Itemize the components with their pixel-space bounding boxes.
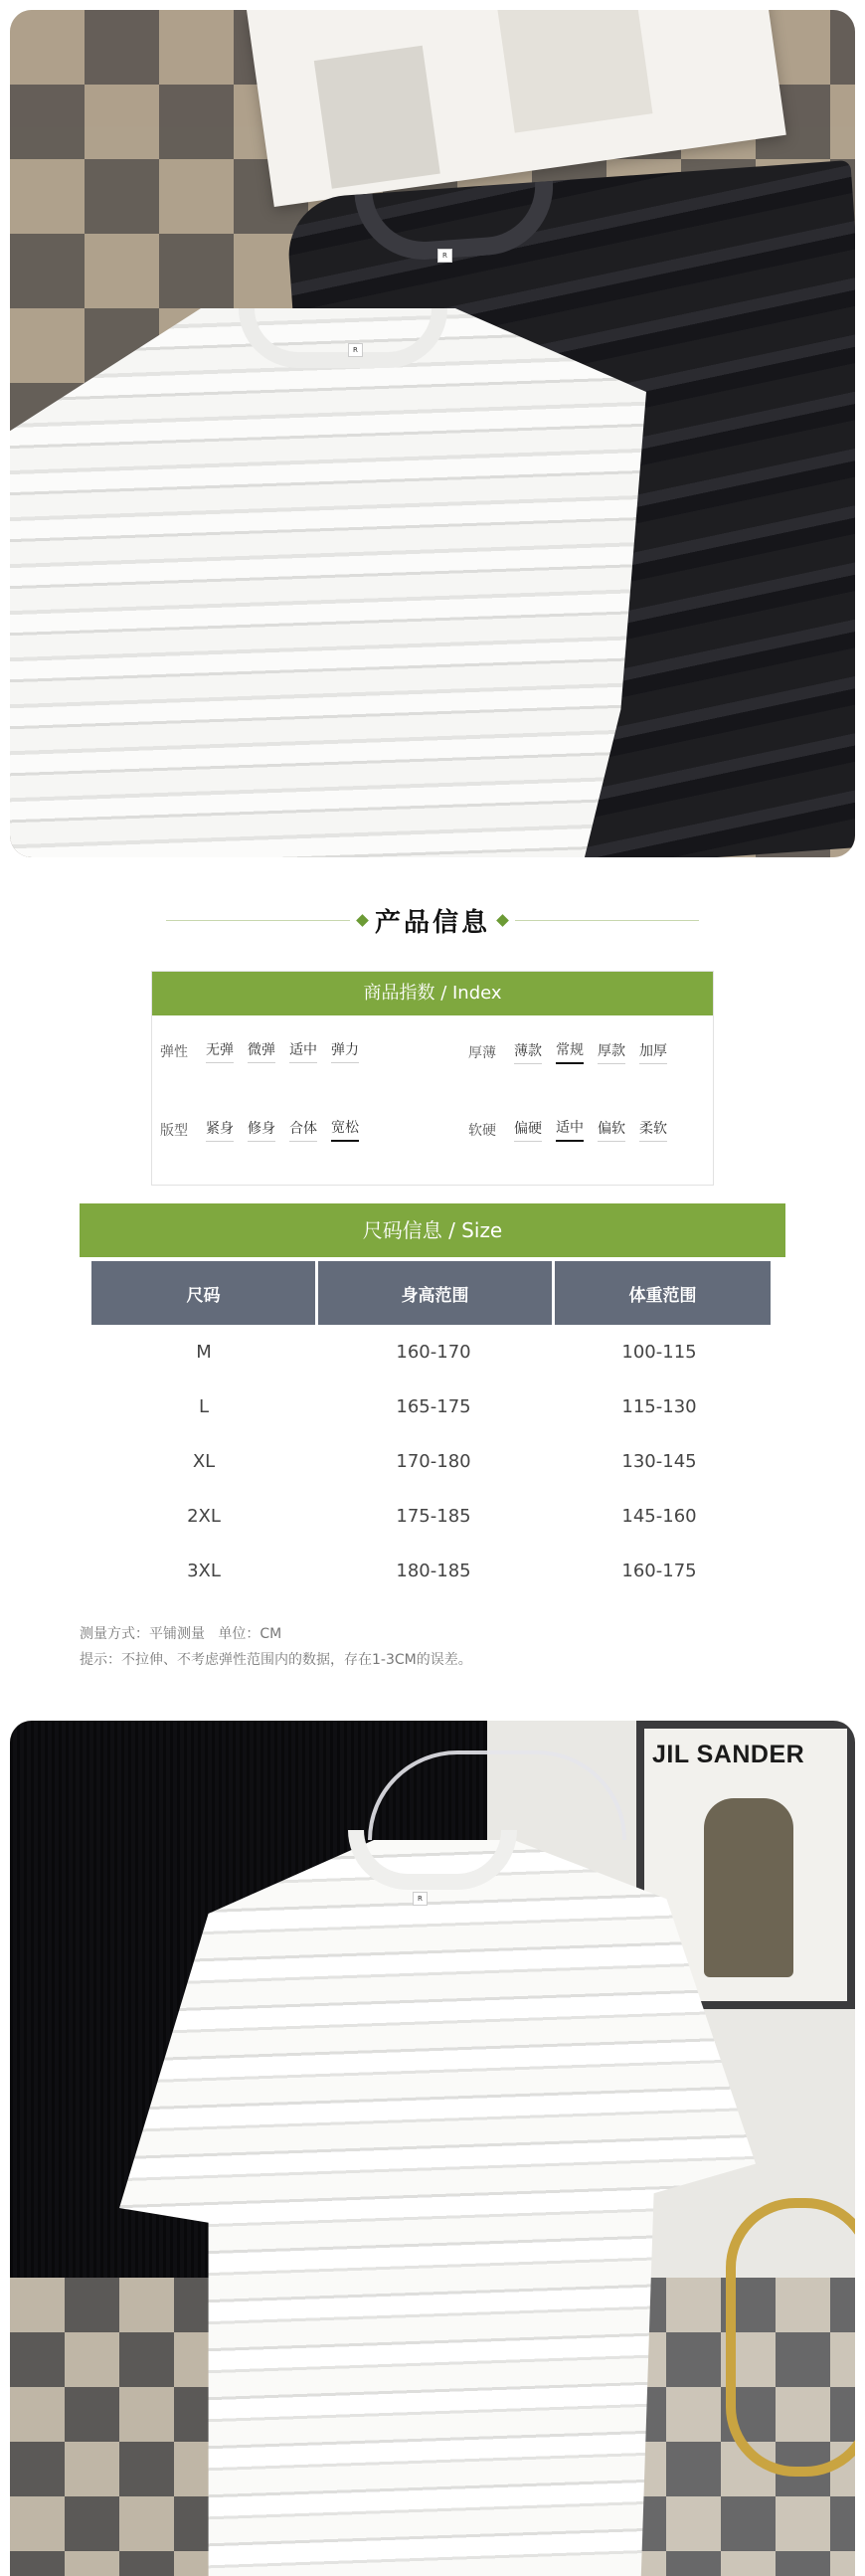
divider-line-left: [166, 920, 350, 921]
product-index-panel: [151, 971, 714, 1186]
attr-option-selected: 常规: [556, 1039, 584, 1064]
column-header-weight: 体重范围: [555, 1261, 771, 1325]
weight-cell: 145-160: [621, 1506, 697, 1527]
weight-cell: 100-115: [621, 1342, 697, 1363]
black-tshirt-collar: [354, 181, 557, 265]
poster-title: JIL SANDER: [652, 1741, 805, 1768]
size-cell: M: [196, 1342, 212, 1363]
attr-name: 厚薄: [468, 1044, 496, 1061]
attr-option: 无弹: [206, 1039, 234, 1063]
measurement-tip: 提示：不拉伸、不考虑弹性范围内的数据，存在1-3CM的误差。: [80, 1652, 472, 1668]
measurement-method: 测量方式：平铺测量 单位：CM: [80, 1626, 282, 1642]
attr-row-elasticity: [160, 1039, 373, 1063]
column-header-size: 尺码: [91, 1261, 315, 1325]
attr-option: 适中: [289, 1039, 317, 1063]
measurement-notes: [80, 1621, 472, 1673]
white-tshirt-collar: [239, 308, 447, 368]
attr-option: 紧身: [206, 1118, 234, 1142]
size-cell: 3XL: [187, 1561, 221, 1581]
height-cell: 160-170: [396, 1342, 471, 1363]
height-cell: 165-175: [396, 1396, 471, 1417]
white-tshirt-label: R: [348, 343, 363, 357]
size-cell: 2XL: [187, 1506, 221, 1527]
attr-option: 弹力: [331, 1039, 359, 1063]
attr-row-fit: [160, 1117, 373, 1142]
index-header: 商品指数 / Index: [152, 972, 713, 1015]
weight-cell: 130-145: [621, 1451, 697, 1472]
height-cell: 175-185: [396, 1506, 471, 1527]
attr-option: 加厚: [639, 1040, 667, 1064]
brass-stand: [726, 2198, 855, 2477]
height-cell: 170-180: [396, 1451, 471, 1472]
attr-option: 厚款: [598, 1040, 625, 1064]
magazine-photo-building: [314, 46, 440, 189]
section-title: 产品信息: [374, 907, 490, 938]
black-tshirt-label: R: [437, 249, 452, 263]
attr-name: 版型: [160, 1122, 188, 1139]
magazine-photo-model: [494, 10, 653, 133]
attr-name: 弹性: [160, 1044, 188, 1060]
size-cell: XL: [192, 1451, 216, 1472]
attr-option: 柔软: [639, 1118, 667, 1142]
attr-name: 软硬: [468, 1122, 496, 1139]
white-tshirt: [10, 308, 646, 857]
attr-option-selected: 宽松: [331, 1117, 359, 1142]
table-row: [91, 1325, 774, 1380]
size-header: 尺码信息 / Size: [80, 1203, 785, 1257]
size-table-header: [91, 1261, 774, 1325]
attr-option: 薄款: [514, 1040, 542, 1064]
size-info-panel: [80, 1203, 785, 1581]
diamond-icon: [356, 914, 369, 927]
weight-cell: 115-130: [621, 1396, 697, 1417]
attr-option: 修身: [248, 1118, 275, 1142]
table-row: [91, 1489, 774, 1544]
product-photo-top: [10, 10, 855, 857]
attr-option: 偏软: [598, 1118, 625, 1142]
attr-row-softness: [468, 1117, 681, 1142]
attr-option: 合体: [289, 1118, 317, 1142]
attr-option-selected: 适中: [556, 1117, 584, 1142]
table-row: [91, 1380, 774, 1434]
height-cell: 180-185: [396, 1561, 471, 1581]
weight-cell: 160-175: [621, 1561, 697, 1581]
size-table: [91, 1261, 774, 1598]
column-header-height: 身高范围: [318, 1261, 552, 1325]
divider-line-right: [515, 920, 699, 921]
diamond-icon: [496, 914, 509, 927]
poster-figure: [704, 1798, 793, 1977]
white-tshirt-label: R: [413, 1892, 428, 1906]
size-cell: L: [198, 1396, 210, 1417]
attr-option: 偏硬: [514, 1118, 542, 1142]
table-row: [91, 1544, 774, 1598]
section-header: [0, 900, 865, 940]
product-photo-bottom: [10, 1721, 855, 2576]
attr-row-thickness: [468, 1039, 681, 1064]
table-row: [91, 1434, 774, 1489]
attr-option: 微弹: [248, 1039, 275, 1063]
